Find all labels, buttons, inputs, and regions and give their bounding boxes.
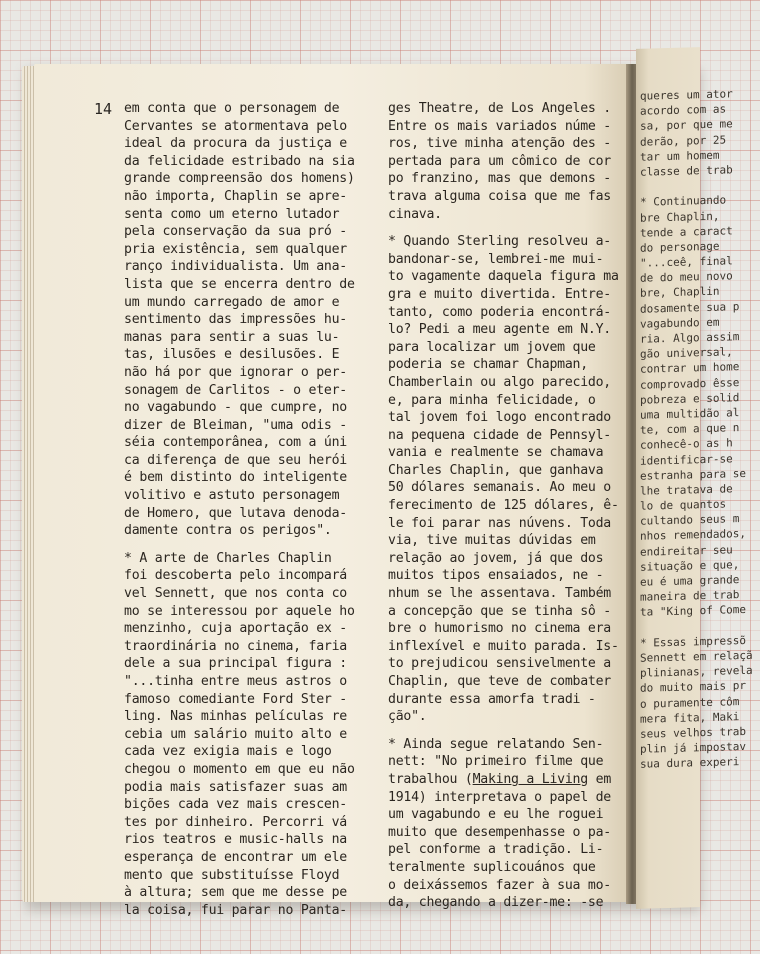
- page-number: 14: [94, 100, 113, 118]
- text-line: para localizar um jovem que: [388, 339, 596, 355]
- text-line: Chaplin, que teve de combater: [388, 674, 611, 689]
- text-line-fragment: "...ceê, final: [640, 254, 733, 270]
- paragraph-gap: [388, 223, 624, 233]
- text-line-fragment: * Continuando: [640, 193, 727, 210]
- text-line-fragment: o puramente côm: [640, 694, 740, 711]
- text-line: ferecimento de 125 dólares, ê-: [388, 498, 619, 514]
- text-line-fragment: plin já impostav: [640, 740, 746, 756]
- text-line: sentimento das impressões hu-: [124, 312, 347, 328]
- text-line: volitivo e astuto personagem: [124, 488, 340, 504]
- text-line: ranço individualista. Um ana-: [124, 259, 347, 275]
- text-line: cada vez exigia mais e logo: [124, 744, 332, 760]
- text-line: teralmente suplicouános que: [388, 859, 596, 875]
- text-line: dizer de Bleiman, "uma odis -: [124, 417, 347, 433]
- text-line: po franzino, mas que demons -: [388, 171, 611, 187]
- text-line: ideal da procura da justiça e: [124, 136, 347, 152]
- text-line: séia contemporânea, com a úni: [124, 435, 347, 451]
- text-line-fragment: lo de quantos: [640, 497, 727, 513]
- text-line-fragment: Sennett em relaçã: [640, 648, 753, 665]
- text-line-fragment: cultando seus m: [640, 512, 740, 528]
- text-line: durante essa amorfa tradi -: [388, 691, 596, 707]
- text-line: é bem distinto do inteligente: [124, 470, 347, 486]
- text-line: via, tive muitas dúvidas em: [388, 533, 596, 549]
- text-line-fragment: uma multidão al: [640, 406, 740, 422]
- text-line: podia mais satisfazer suas am: [124, 779, 347, 795]
- text-line: vania e realmente se chamava: [388, 445, 604, 461]
- text-line: menzinho, cuja aportação ex -: [124, 621, 347, 637]
- text-line: le foi parar nas núvens. Toda: [388, 515, 611, 531]
- text-line: em conta que o personagem de: [124, 101, 340, 116]
- text-line: ling. Nas minhas películas re: [124, 709, 347, 725]
- text-line: muitos tipos ensaiados, ne -: [388, 568, 604, 584]
- text-line: no vagabundo - que cumpre, no: [124, 400, 347, 416]
- text-line: Cervantes se atormentava pelo: [124, 118, 347, 134]
- text-line-fragment: endireitar seu: [640, 542, 733, 559]
- text-line-fragment: sua dura experi: [640, 755, 740, 771]
- text-line: damente contra os perigos".: [124, 523, 332, 539]
- text-line: Entre os mais variados núme -: [388, 118, 611, 134]
- text-line: foi descoberta pelo incompará: [124, 568, 347, 584]
- paragraph-gap: [124, 540, 364, 550]
- text-line: mento que substituísse Floyd: [124, 867, 340, 883]
- text-line: * Quando Sterling resolveu a-: [388, 234, 611, 250]
- text-line: lista que se encerra dentro de: [124, 276, 355, 292]
- text-line: ges Theatre, de Los Angeles .: [388, 101, 611, 116]
- text-line-fragment: seus velhos trab: [640, 724, 746, 741]
- text-line-fragment: acordo com as: [640, 102, 727, 118]
- text-line: tal jovem foi logo encontrado: [388, 410, 611, 426]
- text-line: trava alguma coisa que me fas: [388, 188, 611, 204]
- text-line: gra e muito divertida. Entre-: [388, 286, 611, 302]
- text-line-fragment: de do meu novo: [640, 269, 733, 285]
- text-line-fragment: mera fita, Maki: [640, 709, 740, 726]
- text-line: senta como um eterno lutador: [124, 206, 340, 222]
- text-line-fragment: vagabundo em: [640, 315, 720, 331]
- text-line: chegou o momento em que eu não: [124, 761, 355, 777]
- text-line: trabalhou (Making a Living em: [388, 771, 612, 787]
- text-line: tes por dinheiro. Percorri vá: [124, 814, 347, 830]
- text-line: pertada para um cômico de cor: [388, 153, 611, 169]
- text-line: Chamberlain ou algo parecido,: [388, 374, 611, 390]
- film-title: Making a Living: [472, 771, 588, 787]
- text-line: o deixássemos fazer à sua mo-: [388, 877, 611, 893]
- text-line: e, para minha felicidade, o: [388, 392, 596, 408]
- text-line: esperança de encontrar um ele: [124, 849, 347, 865]
- text-line: tas, ilusões e desilusões. E: [124, 347, 340, 363]
- text-line: da felicidade estribado na sia: [124, 153, 355, 169]
- text-line: grande compreensão dos homens): [124, 171, 355, 187]
- text-line: * Ainda segue relatando Sen-: [388, 736, 604, 752]
- text-line-fragment: queres um ator: [640, 87, 733, 103]
- text-line: bandonar-se, lembrei-me mui-: [388, 251, 604, 267]
- right-page: [636, 47, 753, 909]
- text-line-fragment: gão universal,: [640, 345, 733, 361]
- text-line: poderia se chamar Chapman,: [388, 357, 588, 373]
- text-line: não há por que ignorar o per-: [124, 364, 347, 380]
- text-line: pria existência, sem qualquer: [124, 241, 347, 257]
- text-line-fragment: pobreza e solid: [640, 390, 740, 407]
- text-line-fragment: estranha para se: [640, 466, 746, 483]
- right-page-text: [640, 86, 760, 773]
- right-text-column: [388, 100, 624, 912]
- text-line: 50 dólares semanais. Ao meu o: [388, 480, 611, 496]
- text-line-fragment: situação e que,: [640, 557, 740, 574]
- text-line: sonagem de Carlitos - o eter-: [124, 382, 347, 398]
- text-line-fragment: maneira de trab: [640, 588, 740, 604]
- text-line-fragment: do muito mais pr: [640, 679, 746, 696]
- text-line-fragment: comprovado êsse: [640, 375, 740, 392]
- text-line: à altura; sem que me desse pe: [124, 885, 347, 901]
- text-line: um vagabundo e eu lhe roguei: [388, 807, 604, 823]
- text-line: traordinária no cinema, faria: [124, 638, 347, 654]
- text-line: pela conservação da sua pró -: [124, 224, 347, 240]
- text-line-fragment: ria. Algo assim: [640, 330, 740, 346]
- text-line: muito que desempenhasse o pa-: [388, 824, 611, 840]
- text-line: nhum se lhe assentava. Também: [388, 586, 611, 602]
- text-line: ros, tive minha atenção des -: [388, 136, 611, 152]
- text-line: "...tinha entre meus astros o: [124, 674, 347, 689]
- text-line: cinava.: [388, 206, 442, 222]
- text-line: la coisa, fui parar no Panta-: [124, 902, 347, 918]
- text-line-fragment: bre, Chaplin: [640, 285, 720, 301]
- text-line: lo? Pedi a meu agente em N.Y.: [388, 322, 611, 338]
- text-line: manas para sentir a suas lu-: [124, 329, 340, 345]
- text-line-fragment: ta "King of Come: [640, 603, 746, 620]
- text-line: nett: "No primeiro filme que: [388, 754, 604, 770]
- text-line-fragment: tende a caract: [640, 223, 733, 240]
- text-line: ção".: [388, 709, 427, 725]
- text-line-fragment: bre Chaplin,: [640, 209, 720, 225]
- text-line-fragment: identificar-se: [640, 451, 733, 468]
- text-line: um mundo carregado de amor e: [124, 294, 340, 310]
- text-line: rios teatros e music-halls na: [124, 832, 347, 848]
- text-line: * A arte de Charles Chaplin: [124, 550, 332, 566]
- text-line: to prejudicou sensivelmente a: [388, 656, 611, 672]
- text-line: da, chegando a dizer-me: -se: [388, 895, 604, 911]
- text-line-fragment: te, com a que n: [640, 421, 740, 437]
- text-line-fragment: tar um homem: [640, 148, 720, 164]
- text-line: inflexível e muito parada. Is-: [388, 638, 619, 654]
- text-line-fragment: nhos remendados,: [640, 527, 746, 544]
- text-line-fragment: * Essas impressõ: [640, 633, 746, 650]
- text-line: a concepção que se tinha sô -: [388, 603, 611, 619]
- text-line: tanto, como poderia encontrá-: [388, 304, 611, 320]
- text-line-fragment: contrar um home: [640, 360, 740, 377]
- text-line: mo se interessou por aquele ho: [124, 603, 355, 619]
- left-text-column: [124, 100, 364, 919]
- text-line: relação ao jovem, já que dos: [388, 550, 604, 566]
- text-line: famoso comediante Ford Ster -: [124, 691, 347, 707]
- text-line: bre o humorismo no cinema era: [388, 621, 611, 637]
- text-line: 1914) interpretava o papel de: [388, 789, 611, 805]
- text-line: não importa, Chaplin se apre-: [124, 188, 347, 204]
- text-line-fragment: eu é uma grande: [640, 573, 740, 589]
- text-line: bições cada vez mais crescen-: [124, 797, 347, 813]
- text-line: dele a sua principal figura :: [124, 656, 347, 672]
- text-line-fragment: plinianas, revela: [640, 663, 753, 680]
- text-line-fragment: derão, por 25: [640, 133, 727, 149]
- text-line: Charles Chaplin, que ganhava: [388, 462, 604, 478]
- text-line: de Homero, que lutava denoda-: [124, 505, 347, 521]
- text-line-fragment: lhe tratava de: [640, 482, 733, 498]
- text-line-fragment: conhecê-o as h: [640, 436, 733, 453]
- text-line: ca diferença de que seu herói: [124, 452, 347, 468]
- paragraph-gap: [388, 726, 624, 736]
- text-line-fragment: dosamente sua p: [640, 299, 740, 316]
- text-line: vel Sennett, que nos conta co: [124, 586, 347, 602]
- text-line-fragment: classe de trab: [640, 163, 733, 179]
- text-line: to vagamente daquela figura ma: [388, 269, 619, 285]
- text-line: cebia um salário muito alto e: [124, 726, 347, 742]
- text-line-fragment: sa, por que me: [640, 117, 733, 134]
- text-line: na pequena cidade de Pennsyl-: [388, 427, 611, 443]
- text-line-fragment: do personage: [640, 239, 720, 255]
- text-line: pel conforme a tradição. Li-: [388, 842, 604, 858]
